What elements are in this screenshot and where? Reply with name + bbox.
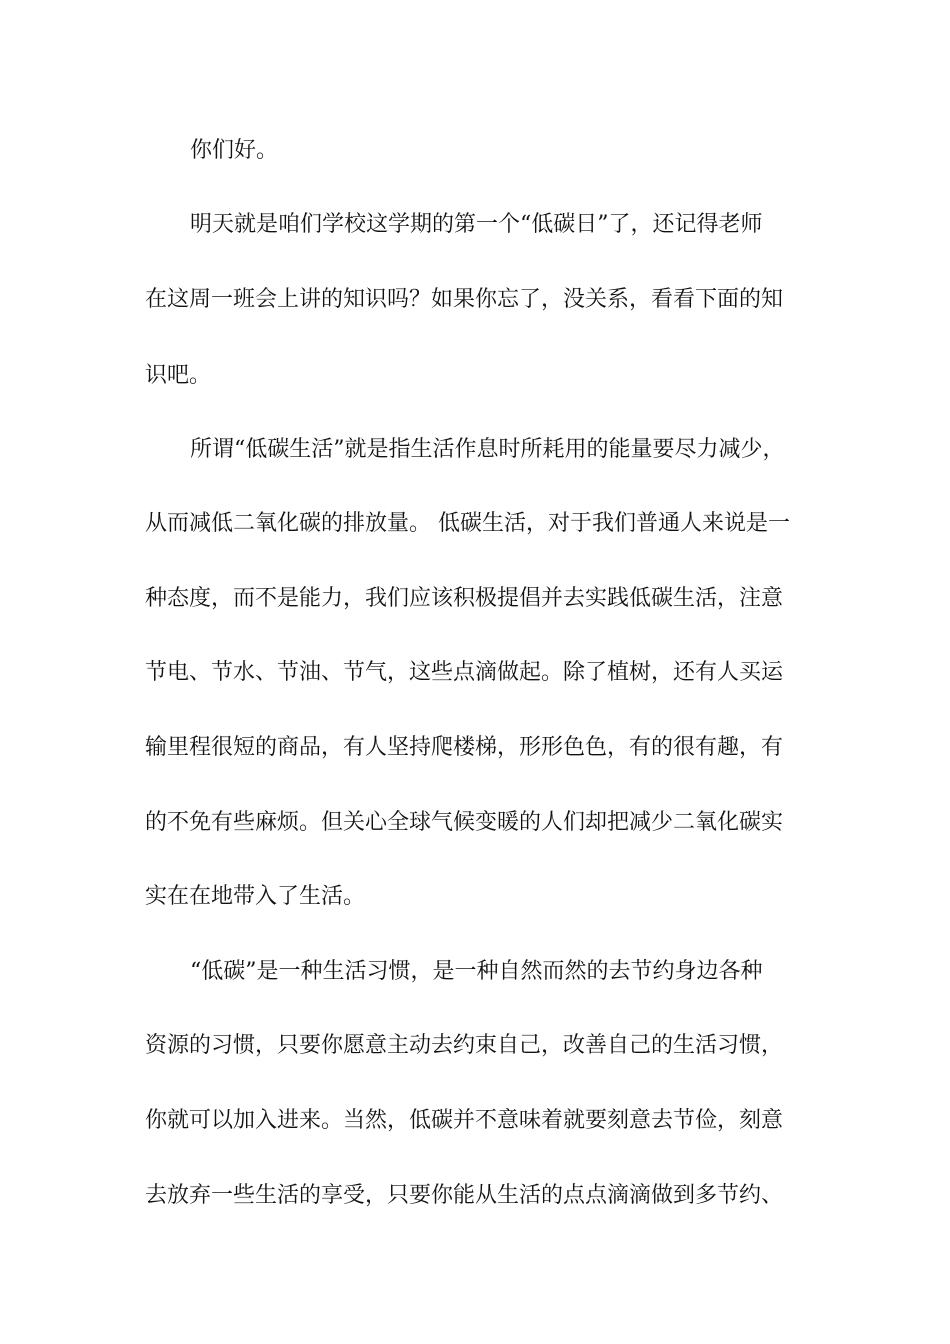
paragraph-2-line-6: 的不免有些麻烦。但关心全球气候变暖的人们却把减少二氧化碳实 — [145, 810, 784, 835]
paragraph-1-line-3: 识吧。 — [145, 363, 212, 388]
paragraph-2-line-4: 节电、节水、节油、节气，这些点滴做起。除了植树，还有人买运 — [145, 660, 784, 685]
paragraph-1-line-1: 明天就是咱们学校这学期的第一个“低碳日”了，还记得老师 — [190, 212, 763, 237]
paragraph-2-line-1: 所谓“低碳生活”就是指生活作息时所耗用的能量要尽力减少， — [190, 437, 785, 462]
paragraph-3-line-2: 资源的习惯，只要你愿意主动去约束自己，改善自己的生活习惯， — [145, 1033, 784, 1058]
paragraph-2-line-3: 种态度，而不是能力，我们应该积极提倡并去实践低碳生活，注意 — [145, 586, 784, 611]
paragraph-3-line-4: 去放弃一些生活的享受，只要你能从生活的点点滴滴做到多节约、 — [145, 1183, 784, 1208]
paragraph-3-line-3: 你就可以加入进来。当然，低碳并不意味着就要刻意去节俭，刻意 — [145, 1108, 784, 1133]
paragraph-3-line-1: “低碳”是一种生活习惯，是一种自然而然的去节约身边各种 — [190, 959, 763, 984]
paragraph-1-line-2: 在这周一班会上讲的知识吗？如果你忘了，没关系，看看下面的知 — [145, 287, 784, 312]
paragraph-2-line-7: 实在在地带入了生活。 — [145, 884, 366, 909]
paragraph-2-line-5: 输里程很短的商品，有人坚持爬楼梯，形形色色，有的很有趣，有 — [145, 735, 784, 760]
greeting-line: 你们好。 — [190, 138, 279, 163]
paragraph-2-line-2: 从而减低二氧化碳的排放量。 低碳生活，对于我们普通人来说是一 — [145, 511, 790, 536]
